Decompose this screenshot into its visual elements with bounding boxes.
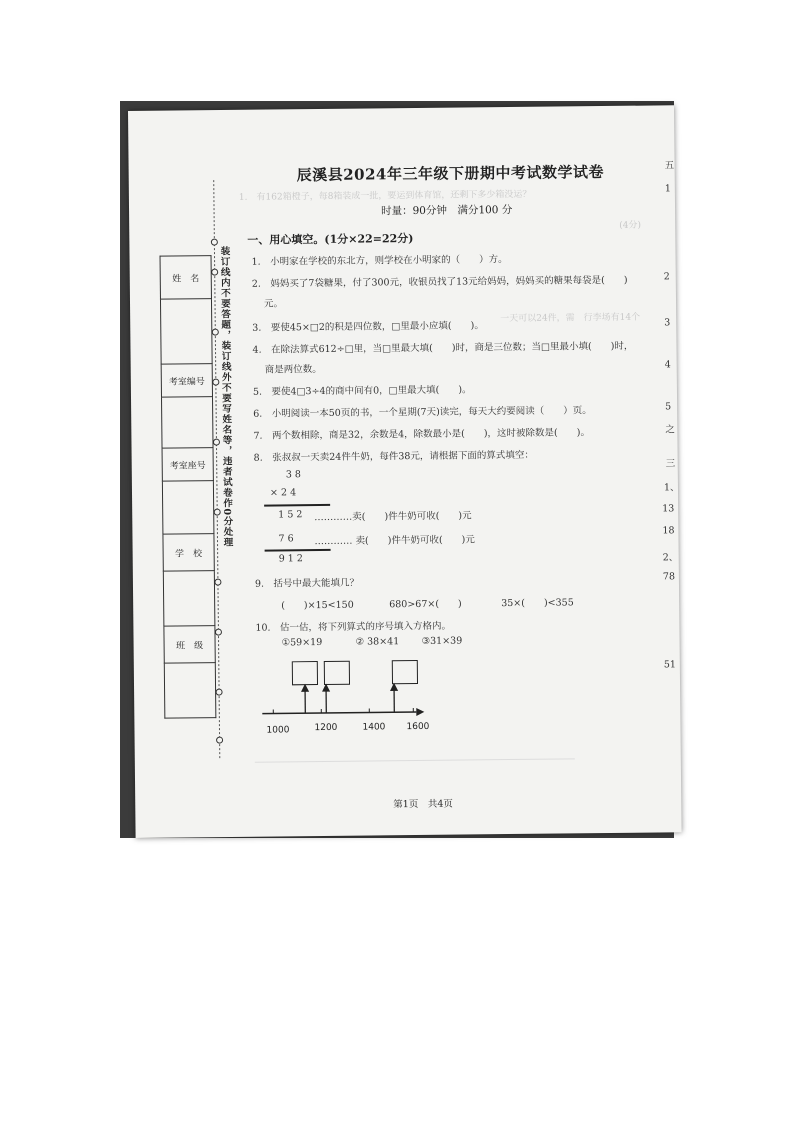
calc-rule-2 bbox=[265, 549, 331, 552]
question-1: 1. 小明家在学校的东北方，则学校在小明家的（ ）方。 bbox=[251, 254, 508, 268]
section-heading: 一、用心填空。(1分×22=22分) bbox=[247, 232, 414, 247]
page-footer: 第1页 共4页 bbox=[393, 798, 453, 811]
q9-item-1: ( )×15<150 bbox=[281, 599, 354, 612]
photo-background bbox=[120, 101, 680, 838]
question-6: 6. 小明阅读一本50页的书，一个星期(7天)读完，每天大约要阅读（ ）页。 bbox=[253, 405, 592, 420]
bleed-char-3: 3 bbox=[664, 317, 671, 329]
bleed-char-18: 18 bbox=[662, 525, 675, 537]
calc-row-3-text: …………卖( )件牛奶可收( )元 bbox=[314, 510, 472, 524]
bleed-char-2b: 2、 bbox=[662, 552, 679, 564]
bleed-char-5b: 5 bbox=[665, 401, 672, 413]
calc-row-4: 7 6 bbox=[278, 533, 294, 545]
question-4: 4. 在除法算式612÷□里，当□里最大填( )时，商是三位数；当□里最小填( )时， bbox=[252, 340, 634, 356]
bleed-char-1b: 1、 bbox=[663, 482, 680, 494]
exam-sheet bbox=[128, 105, 682, 838]
bleed-char-zhi: 之 bbox=[665, 424, 675, 436]
bleed-char-51: 51 bbox=[663, 659, 676, 671]
question-5: 5. 要使4□3÷4的商中间有0，□里最大填( )。 bbox=[252, 384, 472, 398]
question-2-cont: 元。 bbox=[263, 298, 284, 310]
axis-tick-1600: 1600 bbox=[406, 721, 430, 733]
room-number-field[interactable] bbox=[161, 397, 213, 449]
bleed-line-1: 1. 有162箱橙子，每8箱装成一批，要运到体育馆，还剩下多少箱没运？ bbox=[238, 189, 532, 203]
calc-row-3: 1 5 2 bbox=[278, 509, 303, 521]
axis-tick-1400: 1400 bbox=[362, 722, 386, 733]
calc-rule-1 bbox=[264, 504, 330, 507]
q10-item-3: ③31×39 bbox=[421, 635, 463, 647]
seat-number-label: 考室座号 bbox=[162, 448, 213, 482]
bleed-char-5: 五 bbox=[664, 160, 675, 172]
question-3: 3. 要使45×□2的积是四位数，□里最小应填( )。 bbox=[252, 320, 484, 334]
axis-tick-1000: 1000 bbox=[266, 725, 290, 736]
binding-note: 装订线内不要答题，装订线外不要写姓名等，违者试卷作0分处理 bbox=[218, 245, 233, 548]
question-7: 7. 两个数相除，商是32，余数是4，除数最小是( )，这时被除数是( )。 bbox=[253, 427, 590, 442]
axis-tick-1200: 1200 bbox=[314, 722, 338, 734]
question-2: 2. 妈妈买了7袋糖果，付了300元，收银员找了13元给妈妈，妈妈买的糖果每袋是( ) bbox=[251, 274, 628, 290]
exam-title: 辰溪县2024年三年级下册期中考试数学试卷 bbox=[296, 163, 605, 185]
q10-item-2: ② 38×41 bbox=[355, 636, 400, 648]
student-info-table bbox=[160, 255, 217, 719]
calc-row-1: 3 8 bbox=[285, 469, 301, 481]
question-8: 8. 张叔叔一天卖24件牛奶，每件38元，请根据下面的算式填空： bbox=[253, 449, 534, 464]
class-label: 班 级 bbox=[164, 626, 215, 664]
bleed-char-san: 三 bbox=[665, 458, 676, 470]
question-10: 10. 估一估，将下列算式的序号填入方格内。 bbox=[255, 620, 452, 634]
bleed-line-3: 一天可以24件，需 行李场有14个 bbox=[500, 312, 641, 325]
bleed-char-1: 1 bbox=[664, 183, 671, 195]
q10-item-1: ①59×19 bbox=[281, 636, 323, 649]
bleed-char-13: 13 bbox=[662, 503, 675, 515]
exam-subtitle: 时量：90分钟 满分100 分 bbox=[381, 203, 513, 218]
calc-row-5: 9 1 2 bbox=[278, 553, 303, 565]
bleed-char-78: 78 bbox=[662, 571, 676, 583]
q9-item-2: 680>67×( ) bbox=[389, 598, 462, 611]
estimation-number-line bbox=[258, 682, 428, 720]
bleed-line-2: (4分) bbox=[619, 220, 642, 231]
answer-box-2[interactable] bbox=[324, 661, 350, 685]
seat-number-field[interactable] bbox=[162, 481, 214, 535]
room-number-label: 考室编号 bbox=[161, 364, 212, 398]
calc-row-2: × 2 4 bbox=[269, 487, 297, 499]
q9-item-3: 35×( )<355 bbox=[501, 597, 574, 610]
name-label: 姓 名 bbox=[160, 256, 211, 300]
calc-row-4-text: ………… 卖( )件牛奶可收( )元 bbox=[314, 534, 475, 548]
school-field[interactable] bbox=[163, 571, 215, 627]
answer-line-faint bbox=[255, 758, 575, 762]
school-label: 学 校 bbox=[163, 534, 214, 572]
question-9: 9. 括号中最大能填几？ bbox=[254, 577, 360, 590]
class-field[interactable] bbox=[164, 663, 216, 719]
bleed-char-2: 2 bbox=[663, 271, 670, 283]
question-4-cont: 商是两位数。 bbox=[264, 363, 322, 376]
answer-box-3[interactable] bbox=[392, 660, 418, 684]
bleed-char-4: 4 bbox=[664, 359, 671, 371]
name-field[interactable] bbox=[160, 299, 212, 365]
answer-box-1[interactable] bbox=[292, 661, 318, 685]
